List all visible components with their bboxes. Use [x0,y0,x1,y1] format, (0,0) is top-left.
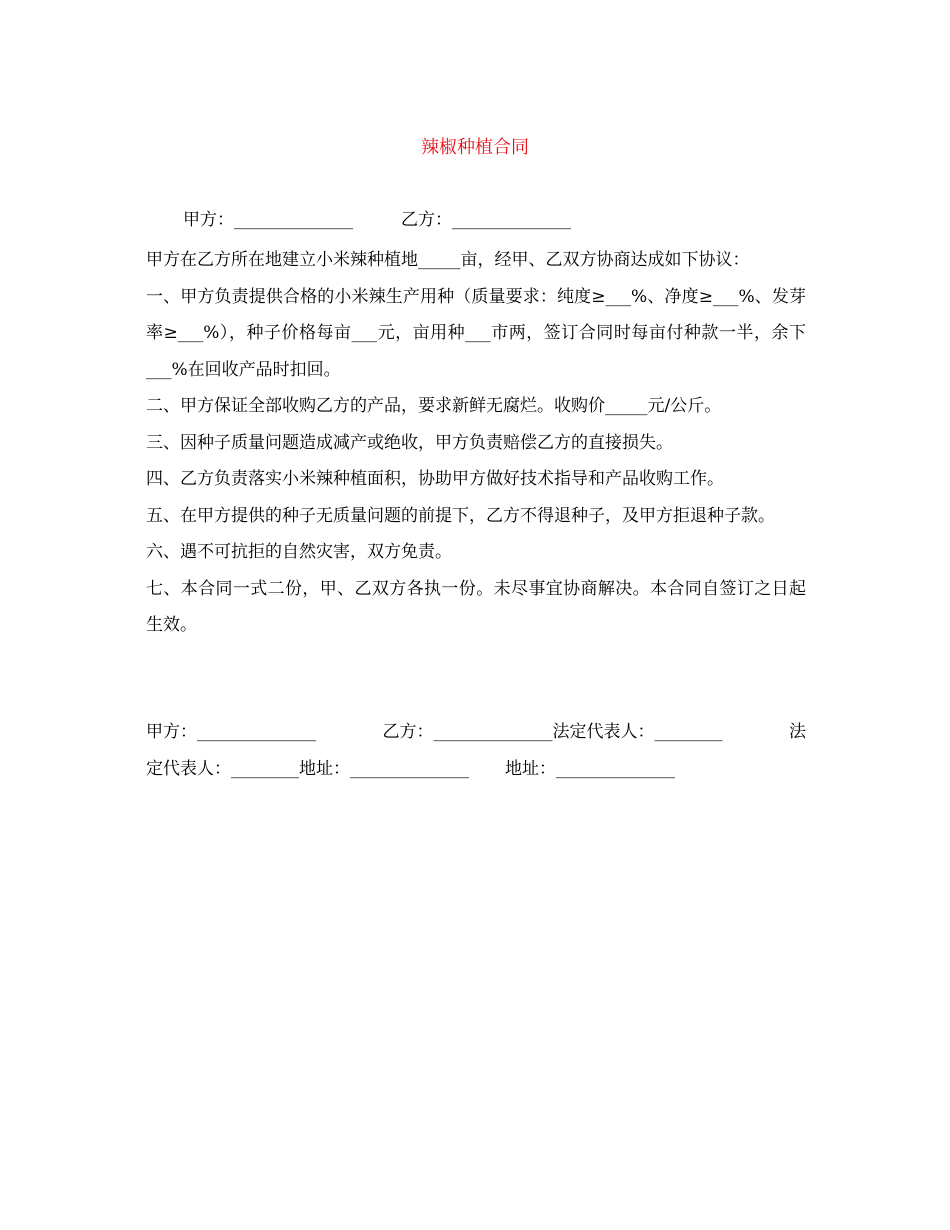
clause-5: 五、在甲方提供的种子无质量问题的前提下，乙方不得退种子，及甲方拒退种子款。 [146,505,775,526]
signature-rep-char: 法 [789,722,806,742]
signature-block [146,714,806,787]
clause-7: 七、本合同一式二份，甲、乙双方各执一份。未尽事宜协商解决。本合同自签订之日起生效。 [146,578,806,635]
clause-1: 一、甲方负责提供合格的小米辣生产用种（质量要求：纯度≥___%、净度≥___%、发芽率≥___%），种子价格每亩___元，亩用种___市两，签订合同时每亩付种款一半，余下___%在回收产品时扣回。 [146,286,806,380]
header-parties [183,207,571,233]
signature-row-2 [146,751,806,788]
signature-row-1 [146,714,806,751]
clause-3: 三、因种子质量问题造成减产或绝收，甲方负责赔偿乙方的直接损失。 [146,432,673,453]
document-title: 辣椒种植合同 [421,137,529,158]
signature-party-b-rep: 乙方：______________法定代表人：________ [382,722,723,742]
header-party-b: 乙方：______________ [401,210,571,230]
intro-paragraph: 甲方在乙方所在地建立小米辣种植地_____亩，经甲、乙双方协商达成如下协议： [146,250,750,270]
signature-party-a: 甲方：______________ [146,722,316,742]
signature-address: 地址：______________ [505,758,675,779]
clause-6: 六、遇不可抗拒的自然灾害，双方免责。 [146,542,452,562]
clause-2: 二、甲方保证全部收购乙方的产品，要求新鲜无腐烂。收购价_____元/公斤。 [146,396,722,416]
signature-rep-cont: 定代表人：________地址：______________ [146,758,469,779]
header-party-a: 甲方：______________ [183,210,353,230]
clause-4: 四、乙方负责落实小米辣种植面积，协助甲方做好技术指导和产品收购工作。 [146,469,724,489]
contract-body [146,242,806,644]
